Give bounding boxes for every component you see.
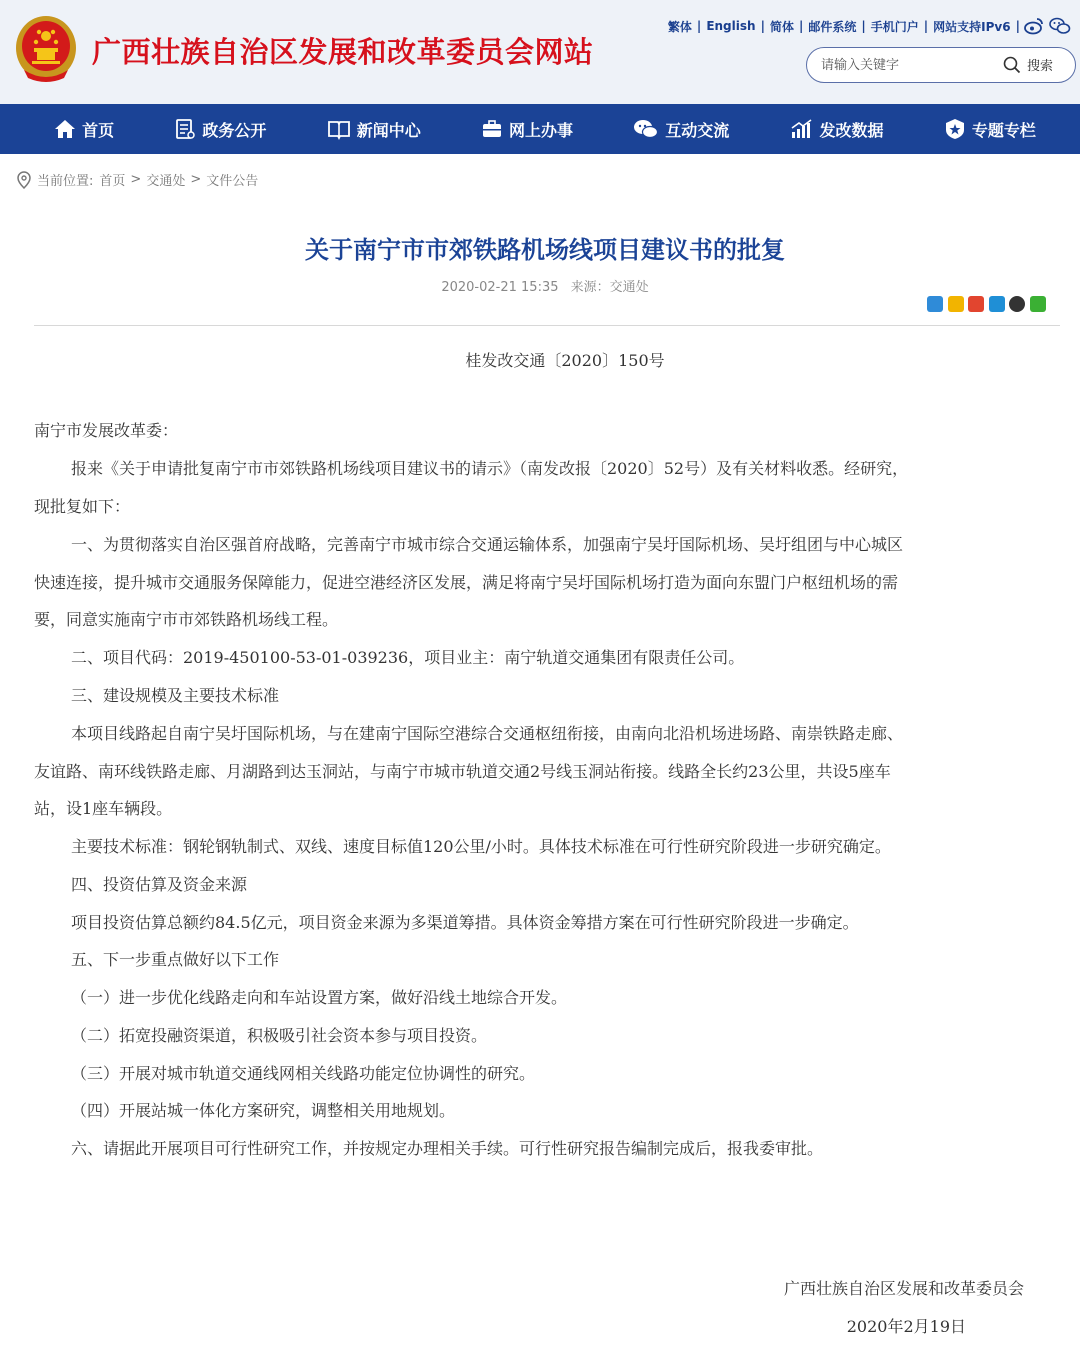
- divider: [34, 325, 1060, 326]
- task-item: （二）拓宽投融资渠道，积极吸引社会资本参与项目投资。: [71, 1026, 488, 1045]
- body-line: 二、项目代码：2019-450100-53-01-039236，项目业主：南宁轨道交通集团有限责任公司。: [71, 648, 745, 667]
- body-line: 现批复如下：: [34, 497, 131, 516]
- sign-date: 2020年2月19日: [846, 1317, 966, 1336]
- body-line: 友谊路、南环线铁路走廊、月湖路到达玉洞站，与南宁市城市轨道交通2号线玉洞站衔接。线路全长约23公里，共设5座车: [34, 762, 891, 781]
- search-button[interactable]: [1003, 55, 1053, 74]
- addressee: 南宁市发展改革委：: [34, 421, 179, 440]
- body-line: 项目投资估算总额约84.5亿元，项目资金来源为多渠道筹措。具体资金筹措方案在可行性研究阶段进一步确定。: [71, 913, 859, 932]
- body-line: 快速连接，提升城市交通服务保障能力，促进空港经济区发展，满足将南宁吴圩国际机场打造为面向东盟门户枢纽机场的需: [34, 573, 899, 592]
- document-icon: [174, 118, 196, 140]
- share-tencent-icon[interactable]: [989, 296, 1005, 312]
- nav-label: 新闻中心: [356, 120, 421, 140]
- chat-icon: [633, 118, 659, 140]
- body-line: 六、请据此开展项目可行性研究工作，并按规定办理相关手续。可行性研究报告编制完成后，报我委审批。: [71, 1139, 824, 1158]
- breadcrumb-prefix: 当前位置:: [37, 174, 94, 189]
- national-emblem-icon: [14, 14, 78, 84]
- publish-datetime: 2020-02-21 15:35: [441, 280, 559, 295]
- section-heading: 三、建设规模及主要技术标准: [71, 686, 280, 705]
- search-icon: [1003, 56, 1021, 74]
- task-item: （三）开展对城市轨道交通线网相关线路功能定位协调性的研究。: [71, 1064, 536, 1083]
- link-english[interactable]: English: [706, 19, 756, 33]
- body-line: 站，设1座车辆段。: [34, 799, 173, 818]
- link-ipv6[interactable]: 网站支持IPv6: [933, 19, 1011, 34]
- share-qq-icon[interactable]: [1009, 296, 1025, 312]
- nav-item-special-topics[interactable]: [944, 118, 1036, 141]
- chart-icon: [790, 118, 814, 140]
- breadcrumb-announcements[interactable]: 文件公告: [206, 174, 259, 189]
- search-input[interactable]: [821, 55, 991, 75]
- breadcrumb-transport-dept[interactable]: 交通处: [146, 174, 186, 189]
- breadcrumb-home[interactable]: 首页: [99, 174, 126, 189]
- book-icon: [327, 118, 351, 140]
- nav-label: 首页: [82, 120, 115, 140]
- share-bar: [927, 296, 1050, 312]
- nav-label: 政务公开: [202, 120, 267, 140]
- briefcase-icon: [481, 118, 503, 140]
- task-item: （四）开展站城一体化方案研究，调整相关用地规划。: [71, 1101, 456, 1120]
- body-line: 报来《关于申请批复南宁市市郊铁路机场线项目建议书的请示》（南发改报〔2020〕52号）及有关材料收悉。经研究，: [71, 459, 909, 478]
- article-source: 来源：交通处: [570, 280, 649, 295]
- link-mobile-portal[interactable]: 手机门户: [870, 19, 919, 34]
- link-traditional[interactable]: 繁体: [667, 19, 692, 34]
- body-line: 本项目线路起自南宁吴圩国际机场，与在建南宁国际空港综合交通枢纽衔接，由南向北沿机场进场路、南崇铁路走廊、: [71, 724, 904, 743]
- nav-item-government-affairs[interactable]: [174, 118, 266, 141]
- nav-item-data[interactable]: [790, 118, 884, 141]
- home-icon: [54, 118, 76, 140]
- share-qzone-icon[interactable]: [948, 296, 964, 312]
- body-line: 要，同意实施南宁市市郊铁路机场线工程。: [34, 610, 339, 629]
- search-button-label: 搜索: [1026, 59, 1053, 74]
- location-pin-icon: [16, 171, 32, 189]
- task-item: （一）进一步优化线路走向和车站设置方案，做好沿线土地综合开发。: [71, 988, 568, 1007]
- nav-item-news-center[interactable]: [327, 118, 421, 141]
- share-wechat-icon[interactable]: [1030, 296, 1046, 312]
- link-simplified[interactable]: 简体: [769, 19, 794, 34]
- search-box: [806, 47, 1076, 83]
- nav-label: 互动交流: [665, 120, 730, 140]
- nav-item-interaction[interactable]: [633, 118, 729, 141]
- badge-icon: [944, 118, 966, 140]
- share-weibo-icon[interactable]: [968, 296, 984, 312]
- nav-item-home[interactable]: [54, 118, 114, 141]
- share-more-icon[interactable]: [927, 296, 943, 312]
- nav-label: 专题专栏: [971, 120, 1036, 140]
- wechat-icon[interactable]: [1048, 16, 1072, 36]
- weibo-icon[interactable]: [1024, 16, 1044, 36]
- article-meta: [0, 276, 1080, 295]
- signature: 广西壮族自治区发展和改革委员会: [783, 1279, 1024, 1298]
- section-heading: 四、投资估算及资金来源: [71, 875, 248, 894]
- site-header: [0, 0, 1080, 104]
- article-title: 关于南宁市市郊铁路机场线项目建议书的批复: [305, 236, 785, 264]
- link-mail-system[interactable]: 邮件系统: [808, 19, 857, 34]
- main-nav: [0, 104, 1080, 154]
- body-line: 主要技术标准：钢轮钢轨制式、双线、速度目标值120公里/小时。具体技术标准在可行性研究阶段进一步研究确定。: [71, 837, 891, 856]
- site-title[interactable]: 广西壮族自治区发展和改革委员会网站: [92, 35, 594, 69]
- section-heading: 五、下一步重点做好以下工作: [71, 950, 280, 969]
- document-number: 桂发改交通〔2020〕150号: [465, 351, 665, 370]
- nav-label: 网上办事: [508, 120, 573, 140]
- top-links: 繁体 | English | 简体 | 邮件系统 | 手机门户 | 网站支持IPv6 |: [663, 16, 1072, 36]
- body-line: 一、为贯彻落实自治区强首府战略，完善南宁市城市综合交通运输体系，加强南宁吴圩国际机场、吴圩组团与中心城区: [71, 535, 904, 554]
- nav-label: 发改数据: [819, 120, 884, 140]
- nav-item-online-services[interactable]: [481, 118, 573, 141]
- breadcrumb: 当前位置: 首页 > 交通处 > 文件公告: [16, 170, 258, 189]
